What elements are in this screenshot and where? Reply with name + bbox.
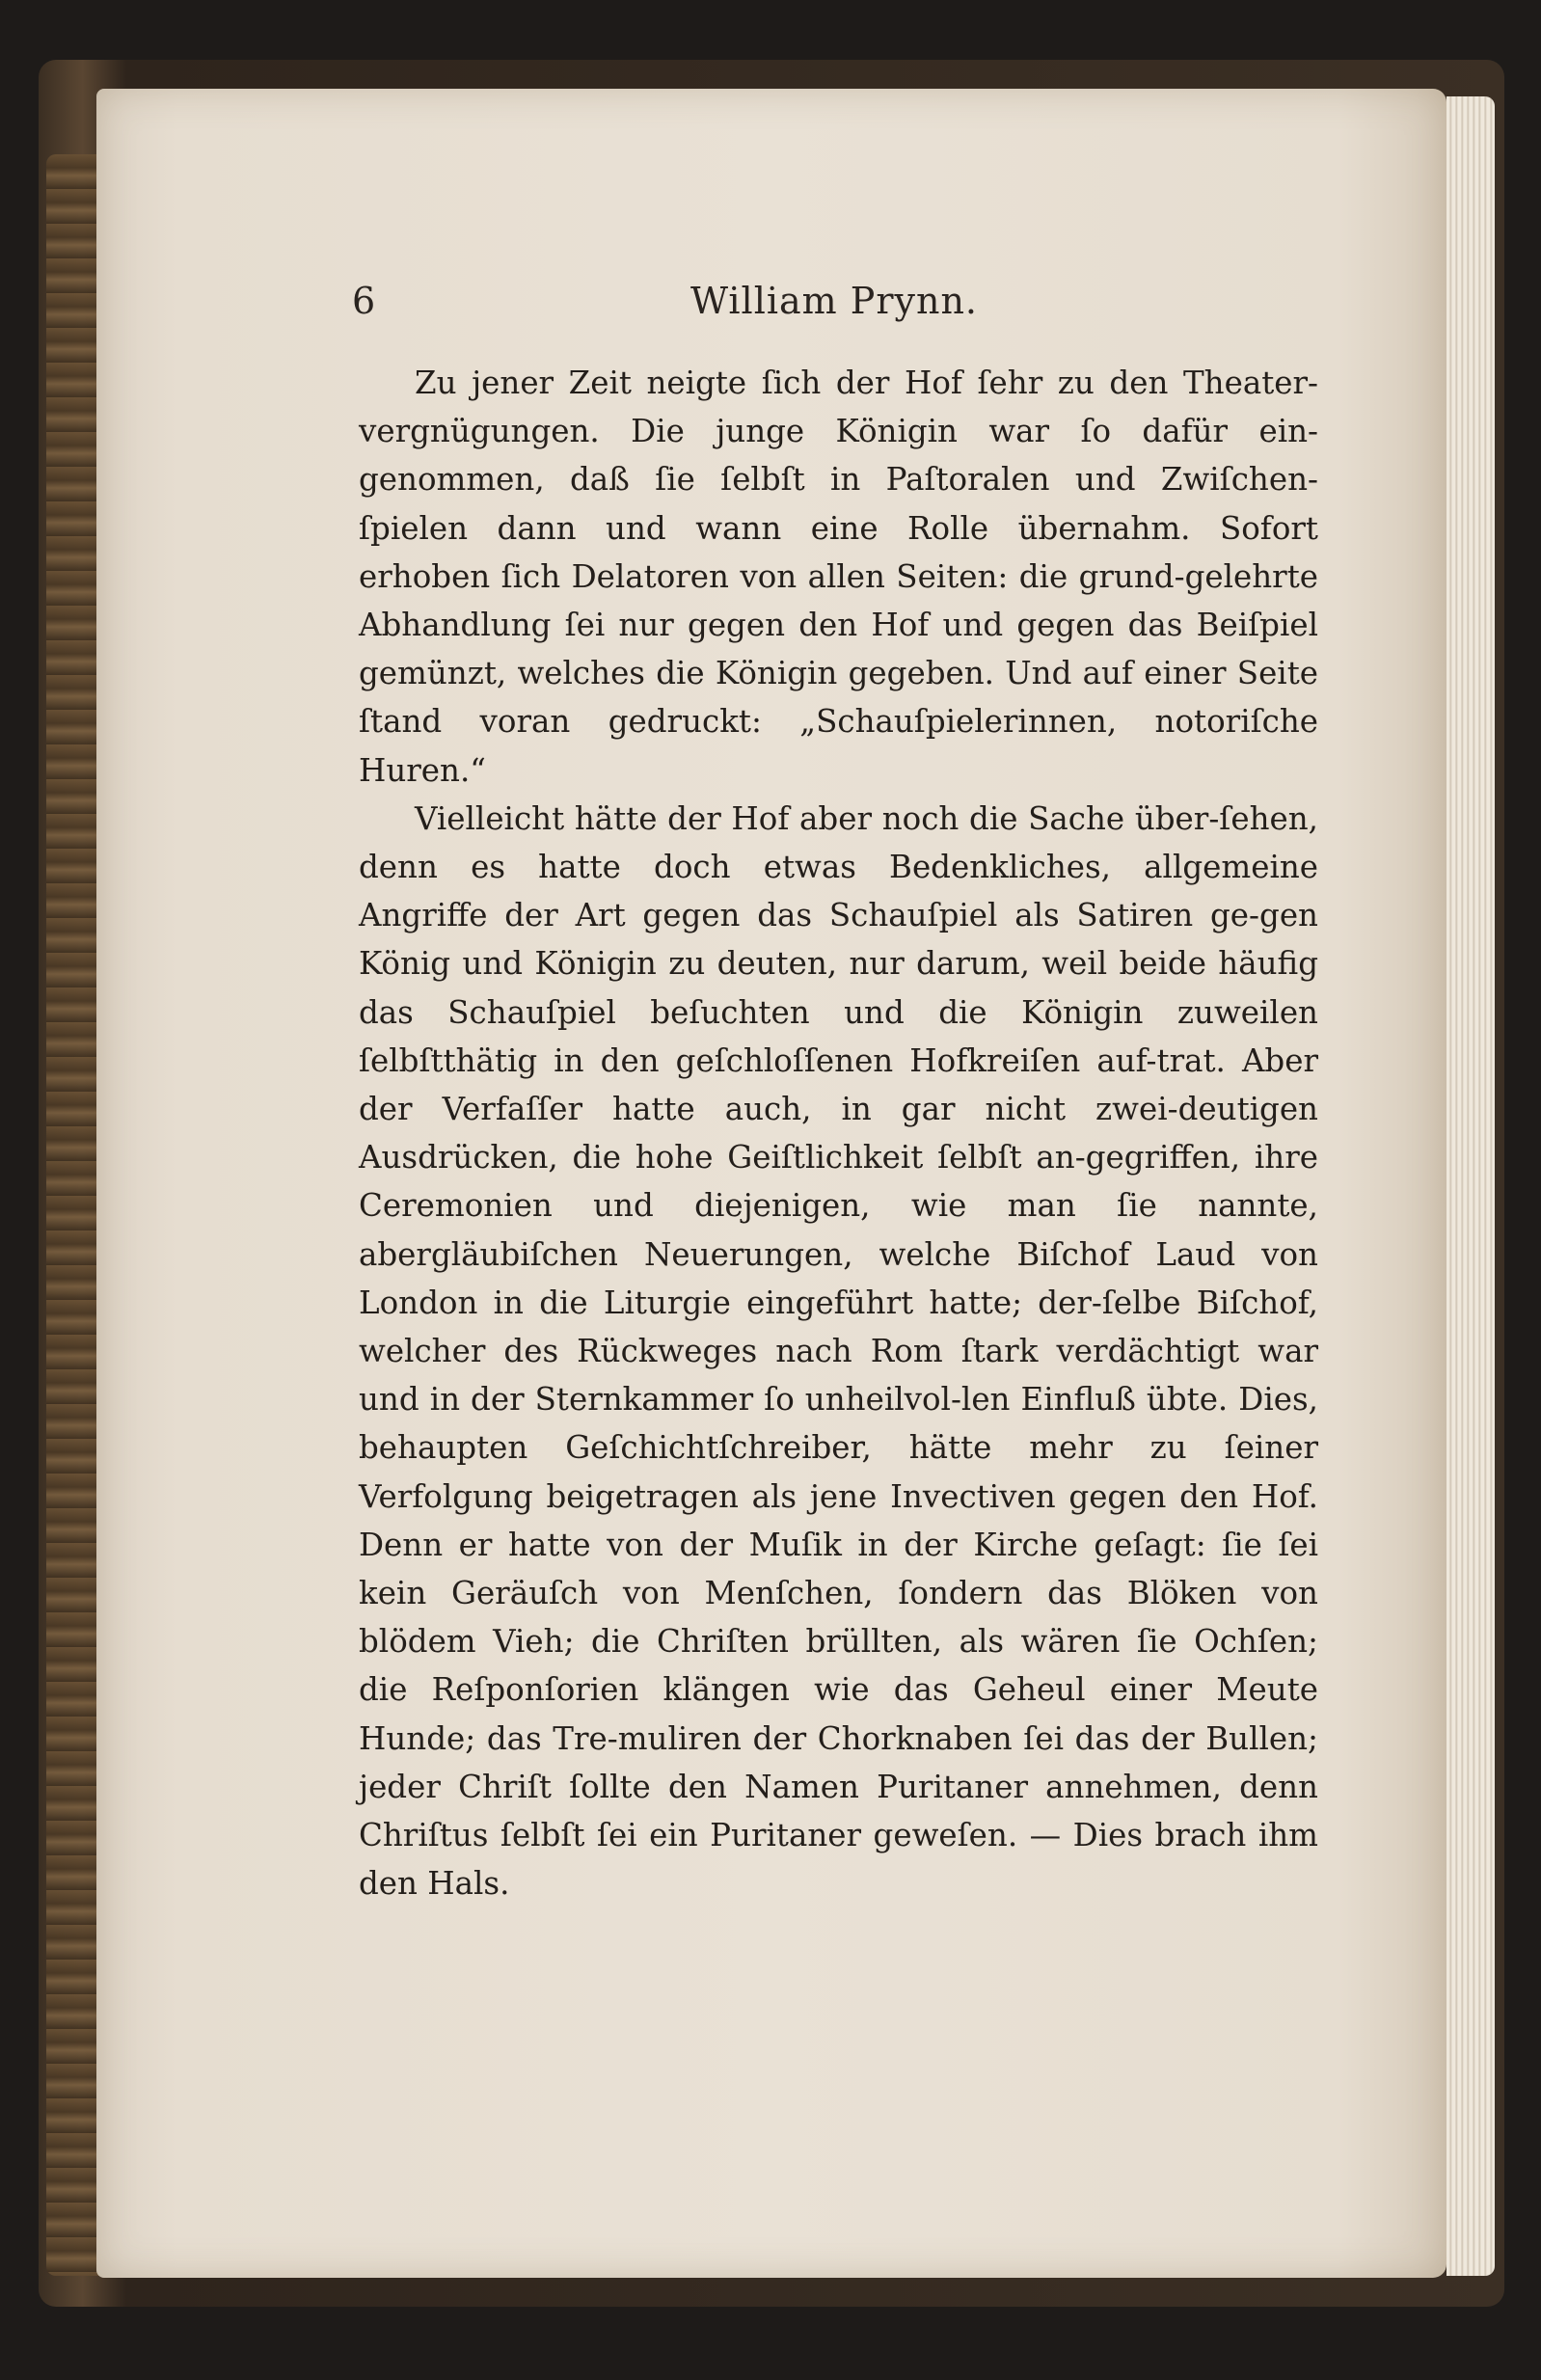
body-text (359, 359, 1318, 1908)
paragraph-2: Vielleicht hätte der Hof aber noch die Sache über-ſehen, denn es hatte doch etwas Bedenkliches, allgemeine Angriffe der Art gegen das Schauſpiel als Satiren ge-gen König und Königin zu deuten, nur darum, weil beide häufig das Schauſpiel beſuchten und die Königin zuweilen ſelbſtthätig in den geſchloſſenen Hofkreiſen auf-trat. Aber der Verfaſſer hatte auch, in gar nicht zwei-deutigen Ausdrücken, die hohe Geiſtlichkeit ſelbſt an-gegriffen, ihre Ceremonien und diejenigen, wie man ſie nannte, abergläubiſchen Neuerungen, welche Biſchof Laud von London in die Liturgie eingeführt hatte; der-ſelbe Biſchof, welcher des Rückweges nach Rom ſtark verdächtigt war und in der Sternkammer ſo unheilvol-len Einfluß übte. Dies, behaupten Geſchichtſchreiber, hätte mehr zu ſeiner Verfolgung beigetragen als jene Invectiven gegen den Hof. Denn er hatte von der Muſik in der Kirche geſagt: ſie ſei kein Geräuſch von Menſchen, ſondern das Blöken von blödem Vieh; die Chriſten brüllten, als wären ſie Ochſen; die Reſponſorien klängen wie das Geheul einer Meute Hunde; das Tre-muliren der Chorknaben ſei das der Bullen; jeder Chriſt ſollte den Namen Puritaner annehmen, denn Chriſtus ſelbſt ſei ein Puritaner geweſen. — Dies brach ihm den Hals. (359, 799, 1318, 1903)
paragraph-1: Zu jener Zeit neigte ſich der Hof ſehr zu den Theater-vergnügungen. Die junge Königin war ſo dafür ein-genommen, daß ſie ſelbſt in Paſtoralen und Zwiſchen-ſpielen dann und wann eine Rolle übernahm. Sofort erhoben ſich Delatoren von allen Seiten: die grund-gelehrte Abhandlung ſei nur gegen den Hof und gegen das Beiſpiel gemünzt, welches die Königin gegeben. Und auf einer Seite ſtand voran gedruckt: „Schauſpielerinnen, notoriſche Huren.“ (359, 365, 1318, 789)
page-stack-edge (1446, 96, 1495, 2276)
page-number: 6 (352, 280, 376, 322)
page-header (352, 280, 1316, 328)
running-title: William Prynn. (690, 280, 978, 322)
